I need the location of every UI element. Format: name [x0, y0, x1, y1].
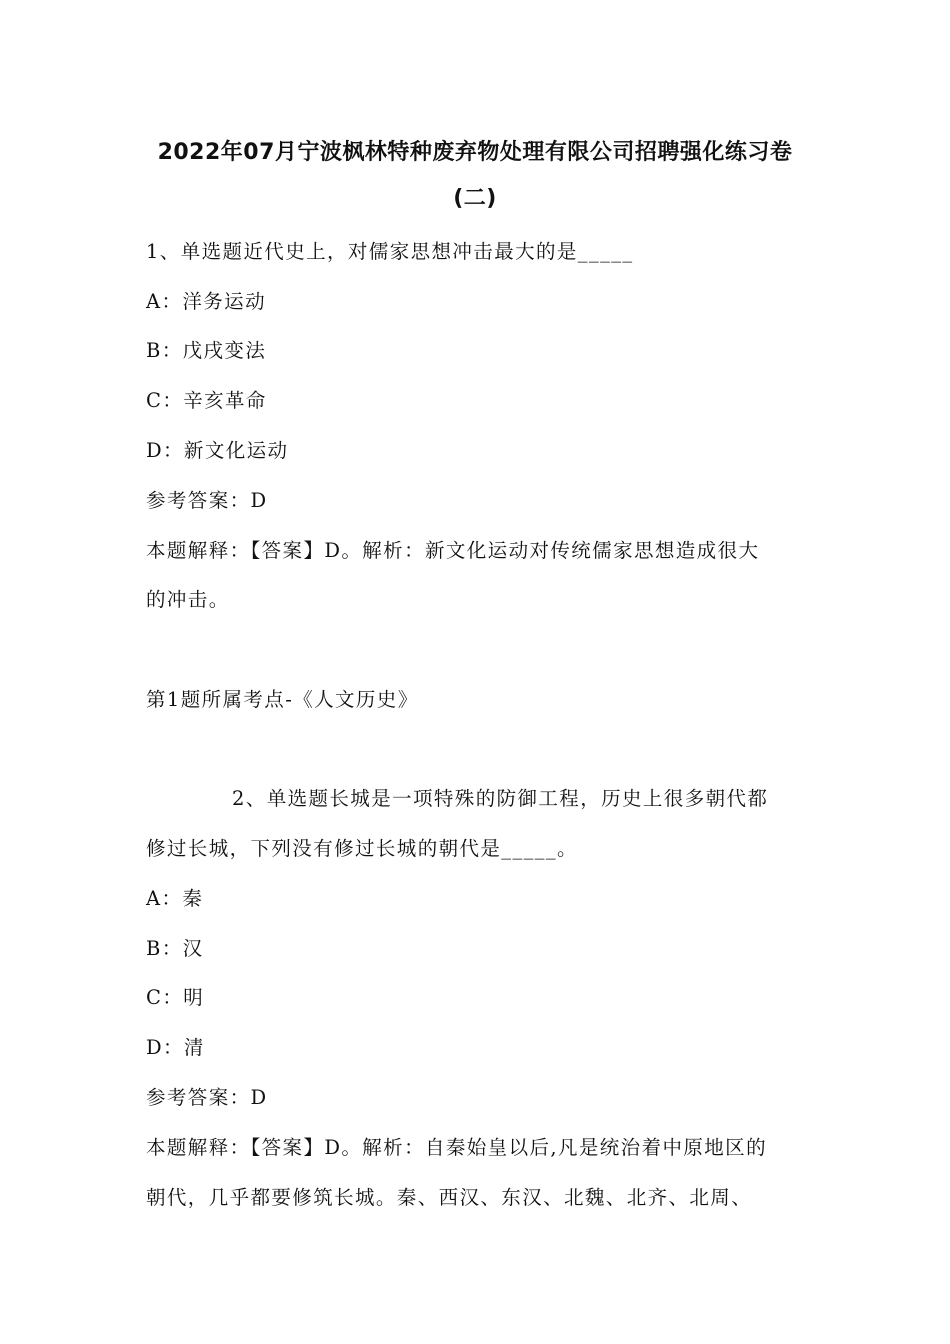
question-1-option-c: C：辛亥革命 — [146, 389, 267, 412]
question-1-explanation-line1: 本题解释：【答案】D。解析：新文化运动对传统儒家思想造成很大 — [146, 539, 760, 562]
question-1-option-a: A：洋务运动 — [146, 290, 266, 313]
question-1-explanation-line2: 的冲击。 — [146, 588, 230, 611]
document-title-line2: (二) — [453, 186, 497, 211]
question-2-explanation-line2: 朝代，几乎都要修筑长城。秦、西汉、东汉、北魏、北齐、北周、 — [146, 1186, 753, 1209]
question-2-option-b: B：汉 — [146, 937, 204, 960]
question-2-option-a: A：秦 — [146, 887, 204, 910]
question-2-option-d: D：清 — [146, 1036, 205, 1059]
question-1-option-d: D：新文化运动 — [146, 439, 289, 462]
question-2-option-c: C：明 — [146, 986, 205, 1009]
document-title-line1: 2022年07月宁波枫林特种废弃物处理有限公司招聘强化练习卷 — [157, 140, 793, 165]
question-2-stem-line1: 2、单选题长城是一项特殊的防御工程，历史上很多朝代都 — [232, 787, 769, 810]
question-1-stem: 1、单选题近代史上，对儒家思想冲击最大的是_____ — [146, 240, 634, 263]
question-2-answer: 参考答案：D — [146, 1086, 268, 1109]
question-1-answer: 参考答案：D — [146, 489, 268, 512]
question-1-knowledge-point: 第1题所属考点-《人文历史》 — [146, 688, 419, 711]
question-1-option-b: B：戊戌变法 — [146, 339, 267, 362]
question-2-stem-line2: 修过长城，下列没有修过长城的朝代是_____。 — [146, 837, 578, 860]
question-2-explanation-line1: 本题解释：【答案】D。解析：自秦始皇以后,凡是统治着中原地区的 — [146, 1136, 767, 1159]
